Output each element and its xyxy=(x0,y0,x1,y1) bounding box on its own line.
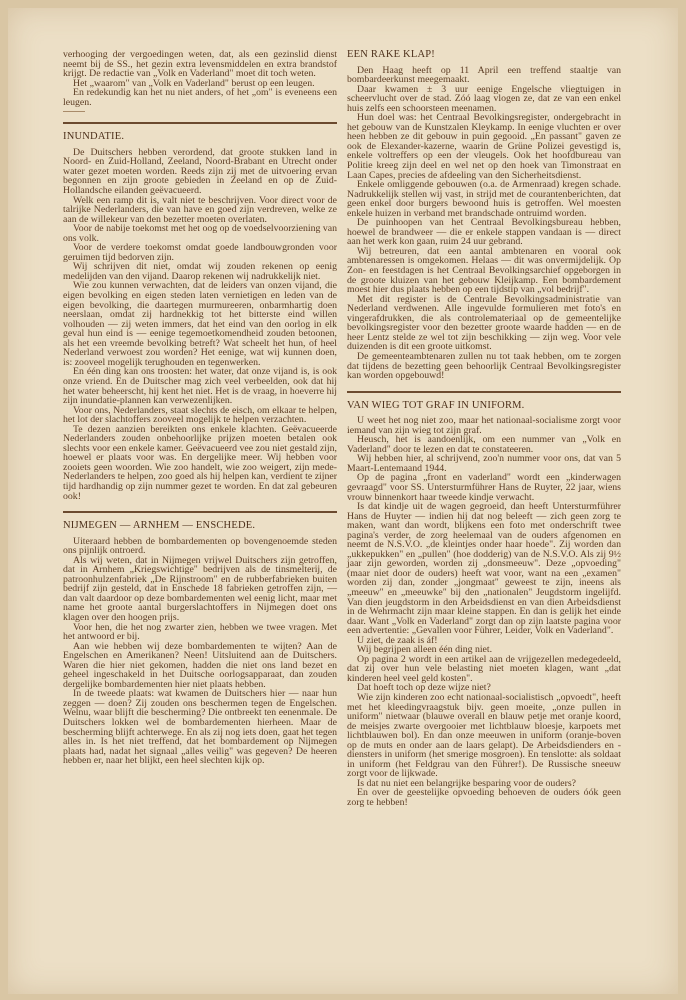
divider xyxy=(63,511,337,513)
article-title: VAN WIEG TOT GRAF IN UNIFORM. xyxy=(347,399,525,411)
paragraph: In de tweede plaats: wat kwamen de Duitschers hier — naar hun zeggen — doen? Zij zouden ons beschermen tegen de Engelschen. Welnu, waar blijft die bescherming? Die ontbreekt ten eenenmale. De Duitschers lokken wel de bombardementen hierheen. Maar de bescherming blijft achterwege. En als zij nog iets doen, gaat het tegen alles in. Is het niet treffend, dat het bombardement op Nijmegen plaats had, nadat het signaal „alles veilig" was gegeven? De heeren hebben er, naar het blijkt, een heel slechten kijk op. xyxy=(63,688,337,767)
paragraph: U weet het nog niet zoo, maar het nationaal-socialisme zorgt voor iemand van zijn wieg tot zijn graf. xyxy=(347,415,621,436)
paragraph: En over de geestelijke opvoeding behoeven de ouders óók geen zorg te hebben! xyxy=(347,787,621,809)
paragraph: Daar kwamen ± 3 uur eenige Engelsche vliegtuigen in scheervlucht over de stad. Zóó laag vlogen ze, dat ze van een enkel huis zelfs een schoorsteen meenamen. xyxy=(347,83,621,114)
paragraph: Wij betreuren, dat een aantal ambtenaren en vooral ook ambtenaressen is omgekomen. Helaas — dit was onvermijdelijk. Op Zon- en feestdagen is het Centraal Bevolkingsarchief opgeborgen in de groote kluizen van het gebouw Kleijkamp. Een bombardement moest hier dus plaats hebben op een tijdstip van „vol bedrijf". xyxy=(347,245,621,296)
paragraph: Met dit register is de Centrale Bevolkingsadministratie van Nederland verdwenen. Alle ingevulde formulieren met foto's en vingerafdrukken, die als controlemateriaal op de gemeentelijke bevolkingsregister voor den bezetter groote waarde hadden — en de heer Lentz stelde ze wel tot zijn beschikking — zijn weg. Voor vele duizenden is dit een groote uitkomst. xyxy=(347,293,621,353)
article-continuation xyxy=(63,50,337,112)
right-column xyxy=(347,50,621,808)
article-title: NIJMEGEN — ARNHEM — ENSCHEDE. xyxy=(63,520,256,532)
article-wieg-graf xyxy=(347,401,621,808)
paragraph: Op de pagina „front en vaderland" wordt een „kinderwagen gevraagd" voor SS. Untersturmführer Hans de Ruyter, 22 jaar, wiens vrouw binnenkort haar tweede kindje verwacht. xyxy=(347,472,621,503)
paragraph: Den Haag heeft op 11 April een treffend staaltje van bombardeerkunst meegemaakt. xyxy=(347,64,621,86)
paragraph: De puinhoopen van het Centraal Bevolkingsbureau hebben, hoewel de brandweer — die er enkele stappen vandaan is — direct aan het werk kon gaan, ruim 24 uur gebrand. xyxy=(347,217,621,248)
paragraph: Wij hebben hier, al schrijvend, zoo'n nummer voor ons, dat van 5 Maart-Lentemaand 1944. xyxy=(347,453,621,474)
paragraph: Voor hen, die het nog zwarter zien, hebben we twee vragen. Met het antwoord er bij. xyxy=(63,621,337,643)
paragraph: En redekundig kan het nu niet anders, of het „om" is eveneens een leugen. xyxy=(63,87,337,108)
paragraph: Het „waarom" van „Volk en Vaderland" berust op een leugen. xyxy=(73,77,315,89)
paragraph: Uiteraard hebben de bombardementen op bovengenoemde steden ons pijnlijk ontroerd. xyxy=(63,535,337,557)
paragraph: Voor de nabije toekomst met het oog op de voedselvoorziening van ons volk. xyxy=(63,223,337,244)
paragraph: Op pagina 2 wordt in een artikel aan de vrijgezellen medegedeeld, dat zij over hun vele belasting niet moeten klagen, want „dat kinderen heel veel geld kosten". xyxy=(347,653,621,684)
paragraph: Wie zijn kinderen zoo echt nationaal-socialistisch „opvoedt", heeft met het kleedingvraagstuk bijv. geen moeite, „onze pullen in uniform" nietwaar (blauwe overall en blauw petje met oranje koord, de meisjes zwarte overgooier met lichtblauw bloesje, karpoets met lichtblauwen bol). En dan onze meeuwen in uniform (oranje-boven op de muts en onder aan de laars gelapt). De Arbeidsdienders en -diensters in uniform (het smerige mosgroen). En tenslotte: als soldaat in uniform (het Feldgrau van den Führer!). De Russische sneeuw zorgt voor de lijkwade. xyxy=(347,692,621,780)
paragraph: verhooging der vergoedingen weten, dat, als een gezinslid dienst neemt bij de SS., het gezin extra levensmiddelen en extra brandstof krijgt. De redactie van „Volk en Vaderland" moet dit toch weten. xyxy=(63,49,337,80)
paragraph: Als wij weten, dat in Nijmegen vrijwel Duitschers zijn getroffen, dat in Arnhem „Kriegswichtige" bedrijven als de tinsmelterij, de patroonhulzenfabriek „De Rijnstroom" en de rubberfabrieken buiten bedrijf zijn gesteld, dat in Enschede 18 fabrieken getroffen zijn, — dan valt daardoor op deze bombardementen wel eenig licht, maar met name het groote aantal burgerslachtoffers in Nijmegen doet ons klagen over den hoogen prijs. xyxy=(63,554,337,623)
paragraph: De gemeenteambtenaren zullen nu tot taak hebben, om te zorgen dat tijdens de bezetting geen behoorlijk Centraal Bevolkingsregister kan worden opgebouwd! xyxy=(347,350,621,382)
paragraph: Te dezen aanzien bereikten ons enkele klachten. Geëvacueerde Nederlanders zouden onbehoorlijke prijzen moeten betalen ook slechts voor een enkele kamer. Geëvacueerd vee zou niet gestald zijn, hoewel er plaats voor was. En dergelijke meer. Wij hebben voor zooiets geen woorden. Wie zoo handelt, wie zoo weigert, zijn mede-Nederlanders te helpen, zoo goed als hij helpen kan, verdient te zijner tijd hardhandig op zijn nummer gezet te worden. En dat zal gebeuren ook! xyxy=(63,423,337,502)
paragraph: Voor ons, Nederlanders, staat slechts de eisch, om elkaar te helpen, het lot der slachtoffers zooveel mogelijk te helpen verzachten. xyxy=(63,404,337,426)
paragraph: Wie zou kunnen verwachten, dat de leiders van onzen vijand, die eigen bevolking en eigen steden laten vernietigen en leden van de eigen bevolking, die daartegen murmureeren, onbarmhartig doen neerslaan, omdat zij hardnekkig tot het bitterste eind willen volhouden — zij weten immers, dat het eind van den oorlog in elk geval hun eind is — eenige tegemoetkomendheid zouden betoonen, als het een vreemde bevolking betreft? Wat scheelt het hun, of heel Nederland verwoest zou worden? Het eenige, wat wij kunnen doen, is: zooveel mogelijk terughouden en tegenwerken. xyxy=(63,280,337,368)
paragraph: Hun doel was: het Centraal Bevolkingsregister, ondergebracht in het gebouw van de Kunstzalen Kleykamp. In eenige vluchten er over heen hebben ze dit gebouw in puin gegooid. „En passant" gaven ze ook de Elexander-kazerne, waarin de Grüne Polizei gevestigd is, enkele voltreffers op een der vleugels. Ook het hoofdbureau van Politie kreeg zijn deel en wel net op den hoek van Timonstraat en Laan Capes, precies de afdeeling van den Sicherheitsdienst. xyxy=(347,112,621,181)
divider xyxy=(63,122,337,124)
end-mark xyxy=(63,111,85,112)
article-rake-klap xyxy=(347,50,621,381)
paragraph: Wij schrijven dit niet, omdat wij zouden rekenen op eenig medelijden van den vijand. Daarop rekenen wij nadrukkelijk niet. xyxy=(63,261,337,282)
paragraph: En één ding kan ons troosten: het water, dat onze vijand is, is ook onze vriend. En de Duitscher mag zich veel verbeelden, ook dat hij het water beheerscht, hij kent het niet. Het is de vraag, in hoeverre hij zijn inundatie-plannen kan verwezenlijken. xyxy=(63,366,337,407)
article-title: EEN RAKE KLAP! xyxy=(347,49,435,60)
newspaper-page xyxy=(8,8,678,994)
paragraph: Heusch, het is aandoenlijk, om een nummer van „Volk en Vaderland" door te lezen en dat te constateeren. xyxy=(347,434,621,455)
article-nijmegen xyxy=(63,521,337,766)
paragraph: Dat hoeft toch op deze wijze niet? xyxy=(357,682,491,694)
paragraph: Enkele omliggende gebouwen (o.a. de Armenraad) kregen schade. Nadrukkelijk stellen wij vast, in strijd met de courantenberichten, dat geen enkel door burgers bewoond huis is getroffen. Wel moesten enkele huizen in verband met brandschade ontruimd worden. xyxy=(347,179,621,219)
paragraph: De Duitschers hebben verordend, dat groote stukken land in Noord- en Zuid-Holland, Zeeland, Noord-Brabant en Utrecht onder water gezet moeten worden. Reeds zijn zij met de uitvoering ervan begonnen en zijn groote gebieden in Zeeland en op de Zuid-Hollandsche eilanden geëvacueerd. xyxy=(63,146,337,197)
paragraph: Welk een ramp dit is, valt niet te beschrijven. Voor direct voor de talrijke Nederlanders, die van have en goed zijn verdreven, welke ze aan de willekeur van den bezetter moeten overlaten. xyxy=(63,194,337,225)
article-title: INUNDATIE. xyxy=(63,131,125,143)
paragraph: Voor de verdere toekomst omdat goede landbouwgronden voor geruimen tijd bedorven zijn. xyxy=(63,242,337,263)
paragraph: Is dat nu niet een belangrijke besparing voor de ouders? xyxy=(357,777,576,789)
paragraph: Aan wie hebben wij deze bombardementen te wijten? Aan de Engelschen en Amerikanen? Neen! Uitsluitend aan de Duitschers. Waren die hier niet gekomen, hadden die niet ons land bezet en geheel ingeschakeld in het Duitsche oorlogsapparaat, dan zouden dergelijke bombardementen hier niet plaats hebben. xyxy=(63,640,337,690)
left-column xyxy=(63,50,337,766)
divider xyxy=(347,391,621,393)
paragraph: U ziet, de zaak is áf! xyxy=(357,634,438,646)
paragraph: Wij begrijpen alleen één ding niet. xyxy=(357,644,493,656)
paragraph: Is dat kindje uit de wagen gegroeid, dan heeft Untersturmführer Hans de Huyter — indien hij dat nog beleeft — zich geen zorg te maken, want dan wordt, blijkens een foto met onderschrift twee pagina's verder, de zorg heelemaal van de ouders afgenomen en neemt de N.S.V.O. „de kleintjes onder haar hoede". Zij worden dan „ukkepukken" en „pullen" (hoe dodderig) van de N.S.V.O. Als zij 9½ jaar zijn geworden, worden zij „donsmeeuw". Deze „opvoeding" (maar niet door de ouders) heeft wat voor, want na een „examen" worden zij dan, zonder „jongmaat" geweest te zijn, ineens als „meeuw" en „meeuwke" bij den „nationalen" Jeugdstorm ingelijfd. Van dien jeugdstorm in den Arbeidsdienst en van dien Arbeidsdienst in de Wehrmacht zijn maar kleine stappen. En dan is gelijk het einde daar. Want „Volk en Vaderland" zorgt dan op zijn laatste pagina voor een advertentie: „Gevallen voor Führer, Leider, Volk en Vaderland". xyxy=(347,501,621,637)
article-inundatie xyxy=(63,132,337,501)
